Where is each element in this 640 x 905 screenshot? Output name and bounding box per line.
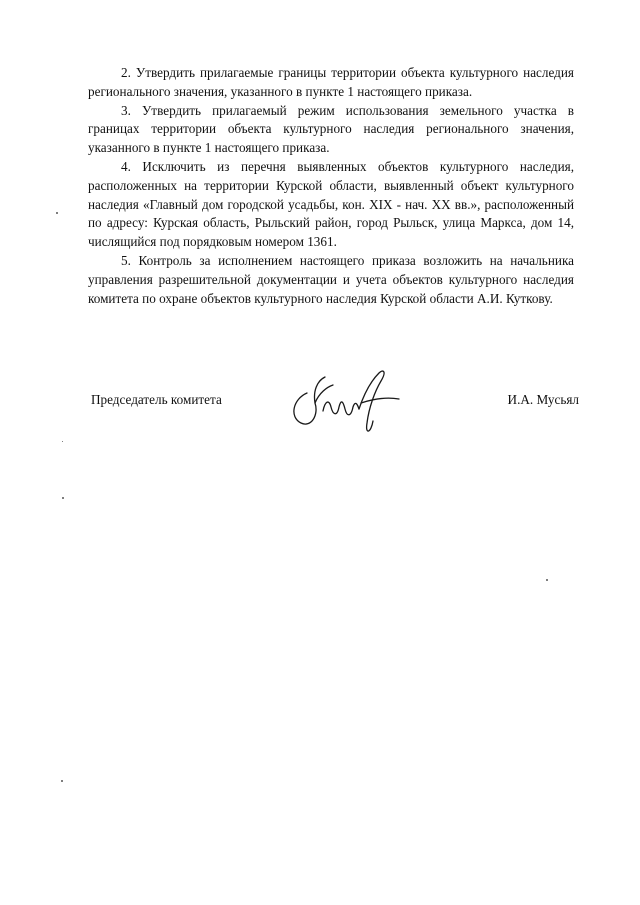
paragraph-item-5: 5. Контроль за исполнением настоящего приказа возложить на начальника управления разрешительной документации и учета объектов культурного наследия комитета по охране объектов культурного наследия Курской области А.И. Куткову. <box>88 252 574 306</box>
scan-speck <box>56 212 58 214</box>
document-body <box>88 64 574 308</box>
signer-position-title: Председатель комитета <box>91 392 222 407</box>
scan-speck <box>62 441 63 442</box>
paragraph-item-2: 2. Утвердить прилагаемые границы территории объекта культурного наследия регионального значения, указанного в пункте 1 настоящего приказа. <box>88 65 574 99</box>
handwritten-signature-icon <box>283 363 413 443</box>
scan-speck <box>546 579 548 581</box>
scan-speck <box>62 497 64 499</box>
signer-name: И.А. Мусьял <box>507 392 579 407</box>
paragraph-item-3: 3. Утвердить прилагаемый режим использования земельного участка в границах территории объекта культурного наследия регионального значения, указанного в пункте 1 настоящего приказа. <box>88 102 574 156</box>
scan-speck <box>61 780 63 782</box>
paragraph-item-4: 4. Исключить из перечня выявленных объектов культурного наследия, расположенных на территории Курской области, выявленный объект культурного наследия «Главный дом городской усадьбы, кон. XIX - нач. XX вв.», расположенный по адресу: Курская область, Рыльский район, город Рыльск, улица Маркса, дом 14, числящийся под порядковым номером 1361. <box>88 158 574 250</box>
